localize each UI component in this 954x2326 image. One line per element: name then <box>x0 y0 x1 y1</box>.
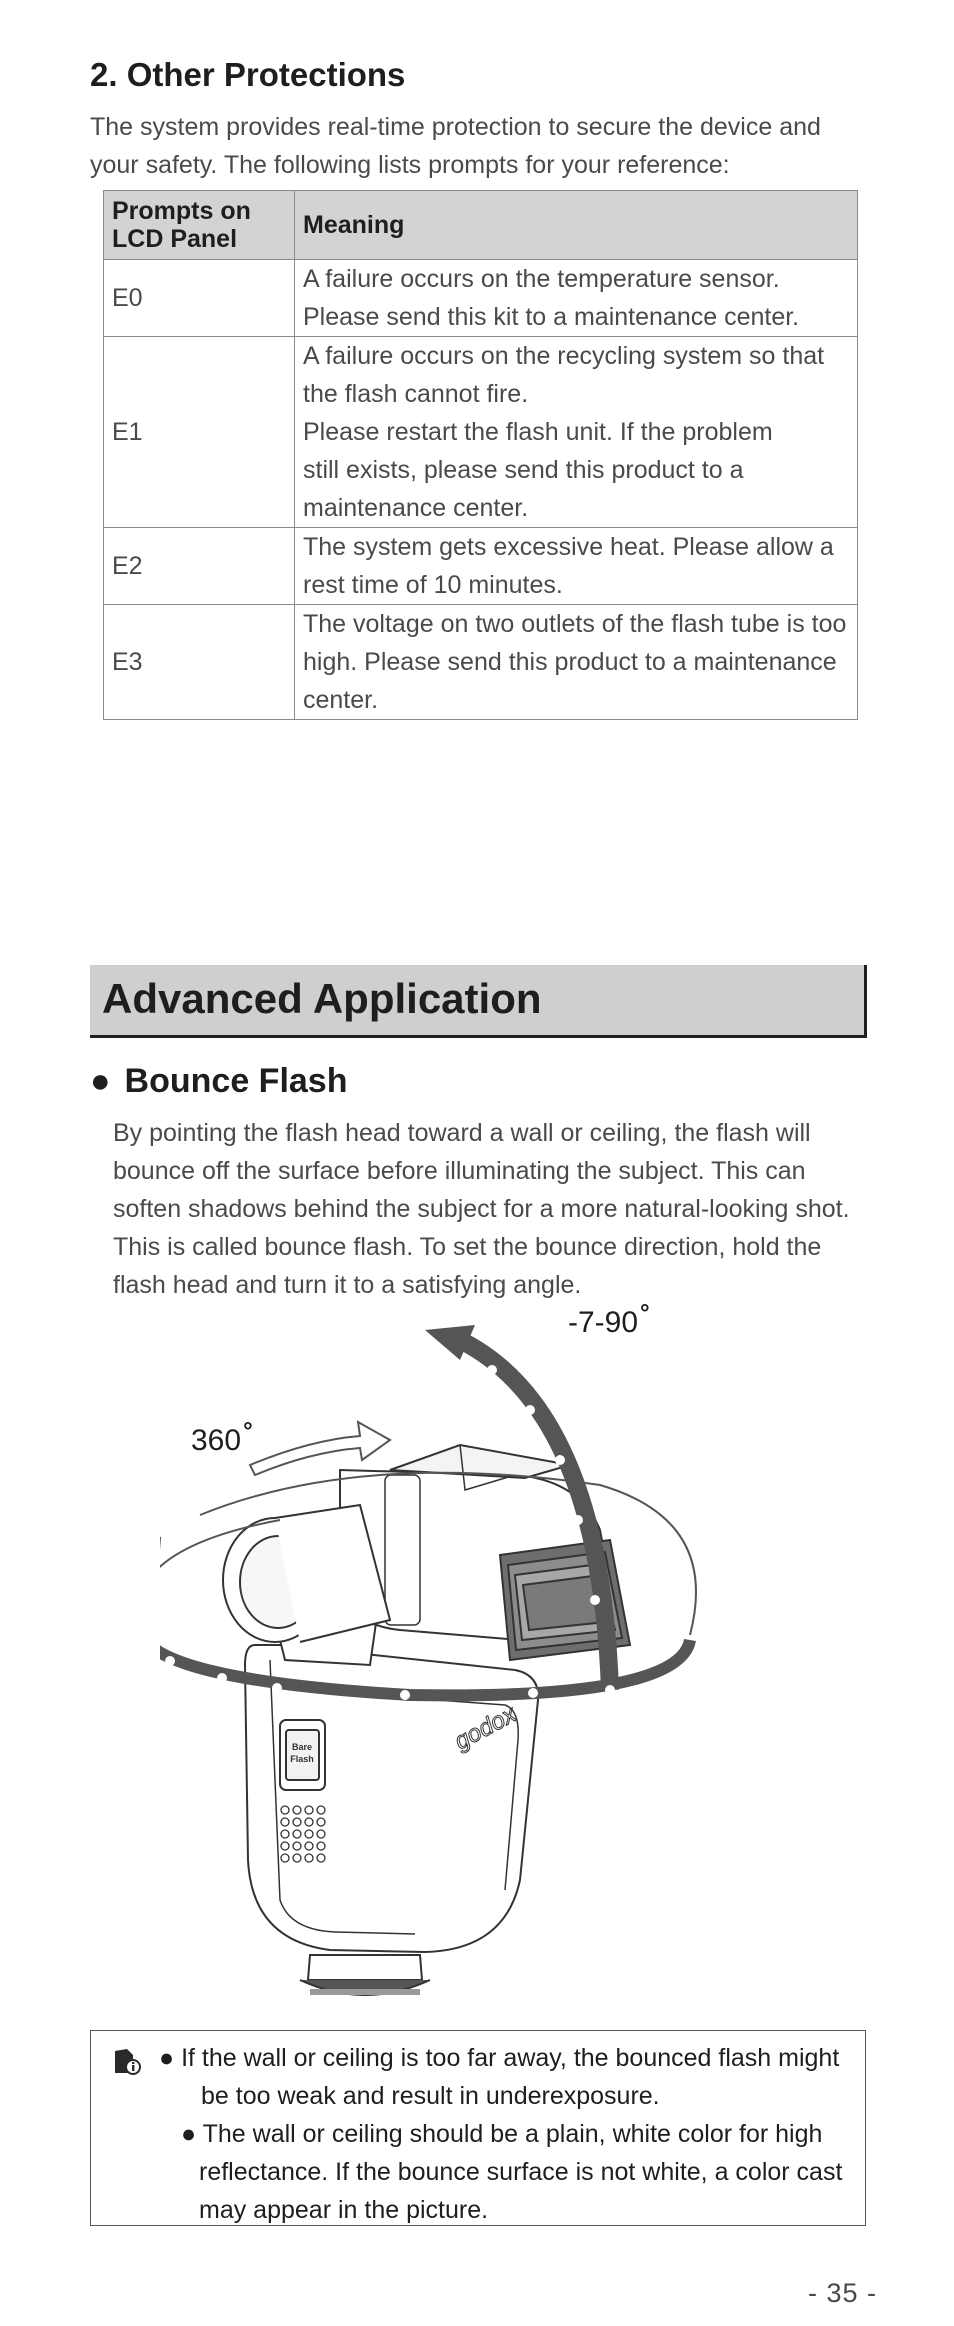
rotate-arrow-top <box>250 1422 390 1475</box>
section-intro <box>90 108 890 184</box>
screen-text-flash: Flash <box>290 1754 314 1764</box>
table-header-prompts: Prompts on LCD Panel <box>104 191 295 260</box>
note-bullet: ● <box>159 2044 175 2072</box>
prompt-code: E0 <box>104 260 295 337</box>
table-header-row <box>104 191 858 260</box>
degree-symbol: ° <box>640 1300 650 1327</box>
intro-line: your safety. The following lists prompts for your reference: <box>90 151 730 179</box>
prompt-meaning: The voltage on two outlets of the flash tube is too high. Please send this product to a maintenance center. <box>295 605 858 720</box>
bounce-flash-title: Bounce Flash <box>124 1062 348 1100</box>
prompts-table <box>103 190 858 720</box>
prompt-code: E2 <box>104 528 295 605</box>
page-number: - 35 - <box>808 2278 878 2308</box>
prompt-code: E1 <box>104 337 295 528</box>
bounce-flash-heading <box>90 1062 347 1101</box>
prompt-code: E3 <box>104 605 295 720</box>
section-title: 2. Other Protections <box>90 56 406 93</box>
degree-symbol: ° <box>243 1418 253 1445</box>
list-item: ● The wall or ceiling should be a plain, white color for high reflectance. If the bounce surface is not white, a color cast may appear in the picture. <box>181 2120 843 2224</box>
tilt-angle-label: -7-90° <box>568 1300 650 1339</box>
heading-bullet: ● <box>90 1062 111 1100</box>
hot-shoe-foot <box>300 1955 430 1995</box>
screen-text-bare: Bare <box>291 1742 313 1752</box>
list-item: ● If the wall or ceiling is too far away, the bounced flash might be too weak and result in underexposure. <box>159 2044 840 2110</box>
rotation-angle-label: 360° <box>191 1418 253 1457</box>
flash-bounce-illustration <box>160 1300 800 2000</box>
table-header-meaning: Meaning <box>295 191 858 260</box>
bounce-flash-paragraph: By pointing the flash head toward a wall or ceiling, the flash will bounce off the surface before illuminating the subject. This can soften shadows behind the subject for a more natural-looking shot. This is called bounce flash. To set the bounce direction, hold the flash head and turn it to a satisfying angle. <box>113 1119 850 1299</box>
prompt-meaning: The system gets excessive heat. Please allow a rest time of 10 minutes. <box>295 528 858 605</box>
table-row <box>104 337 858 528</box>
prompt-meaning: A failure occurs on the temperature sensor. Please send this kit to a maintenance center. <box>295 260 858 337</box>
note-list <box>147 2039 847 2229</box>
note-bullet: ● <box>181 2120 197 2148</box>
table-row <box>104 528 858 605</box>
modeling-lamp <box>223 1505 390 1642</box>
table-row <box>104 260 858 337</box>
brand-logo: godox <box>450 1700 521 1756</box>
advanced-application-title: Advanced Application <box>102 975 542 1022</box>
advanced-application-banner <box>90 965 867 1038</box>
note-box <box>90 2030 866 2226</box>
note-icon <box>113 2047 141 2075</box>
prompt-meaning: A failure occurs on the recycling system so that the flash cannot fire. Please restart the flash unit. If the problem still exists, please send this product to a maintenance center. <box>295 337 858 528</box>
table-row <box>104 605 858 720</box>
intro-line: The system provides real-time protection to secure the device and <box>90 113 821 141</box>
